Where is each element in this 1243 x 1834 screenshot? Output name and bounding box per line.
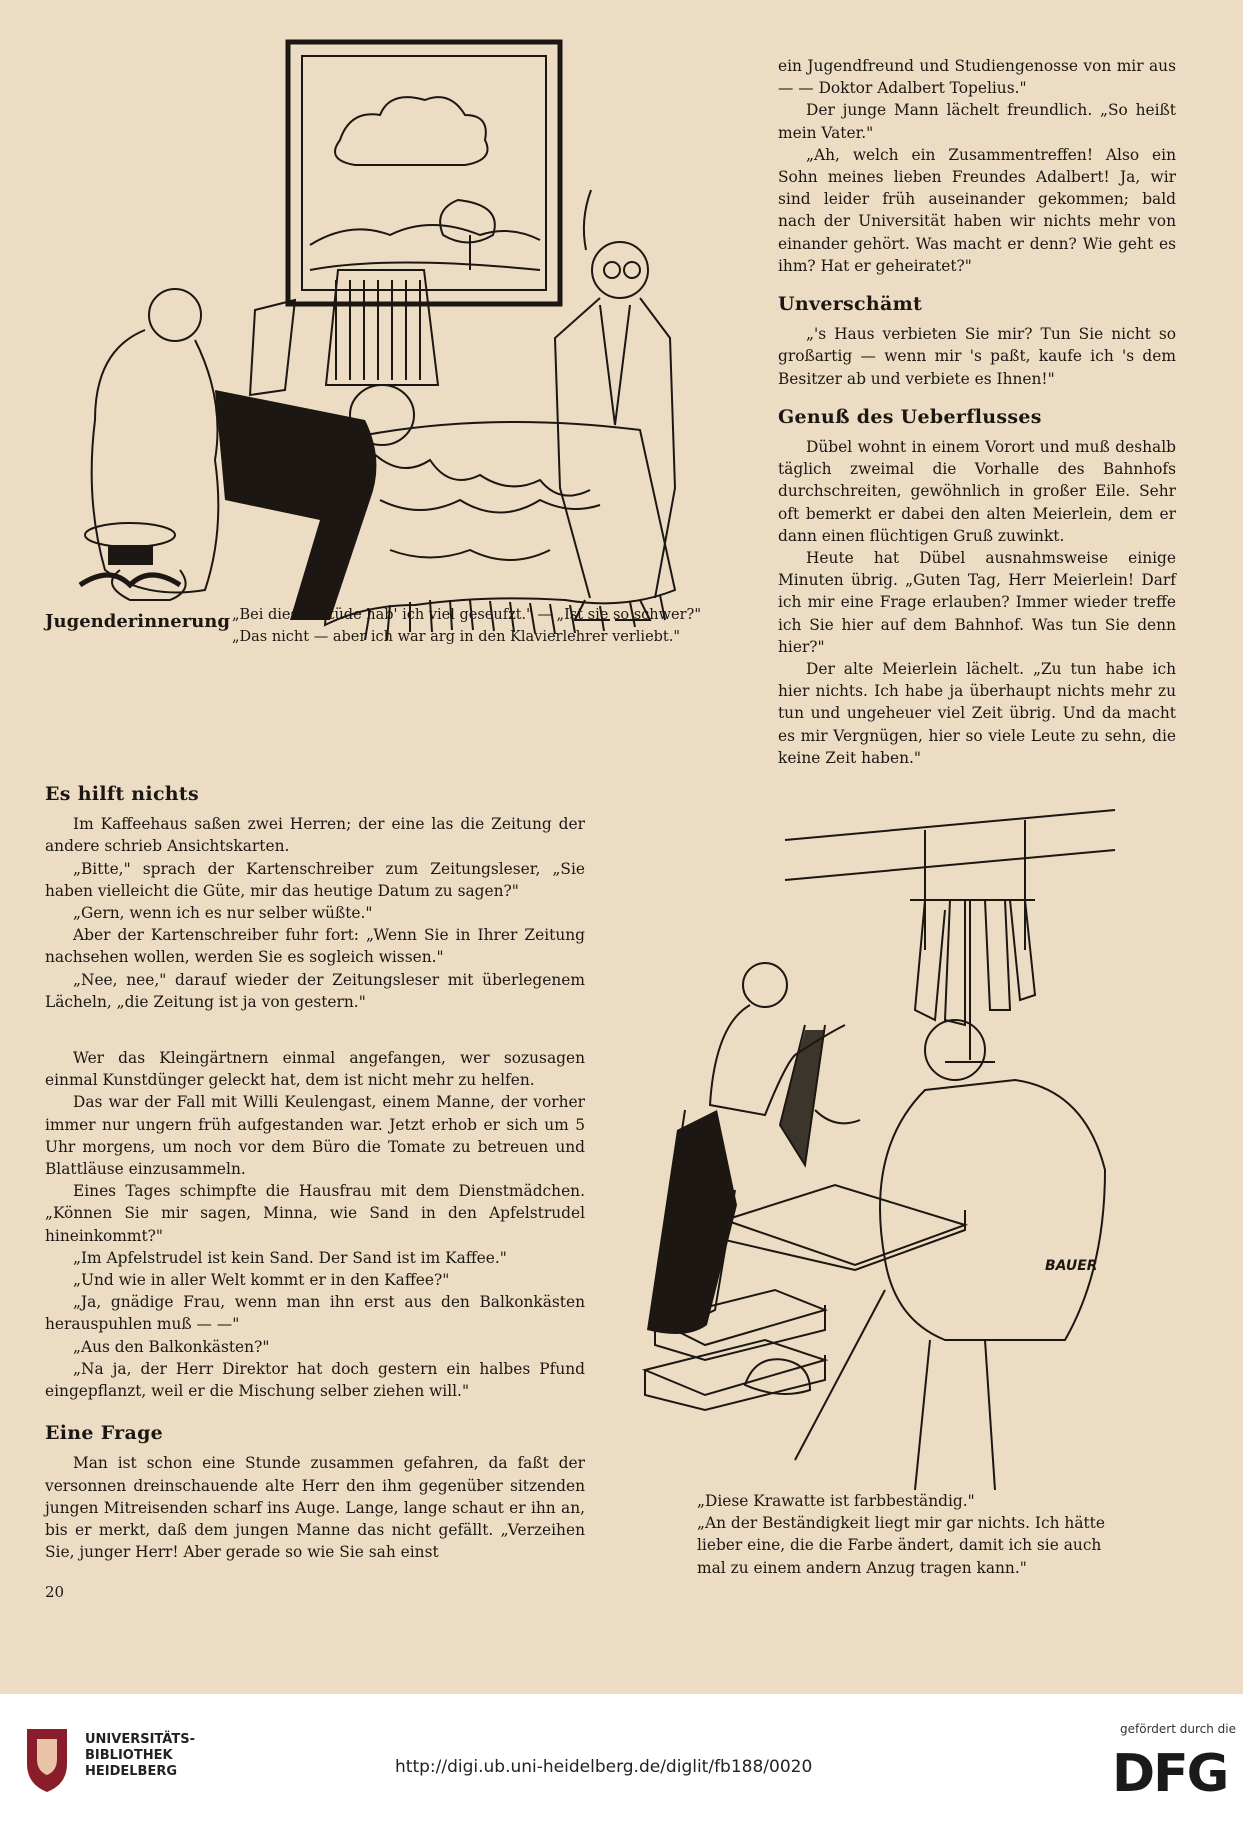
paragraph: Man ist schon eine Stunde zusammen gefahren, da faßt der versonnen dreinschauende alte Herr den ihm gegenüber sitzenden jungen Mitreisenden scharf ins Auge. Lange, lange schaut er ihn an, bis er merkt, daß dem jungen Manne das nicht gefällt. „Verzeihen Sie, junger Herr! Aber gerade so wie Sie sah einst — [45, 1454, 585, 1562]
heading-genuss-des-ueberflusses: Genuß des Ueberflusses — [778, 405, 1042, 428]
page-number: 20 — [45, 1583, 65, 1601]
paragraph: „Im Apfelstrudel ist kein Sand. Der Sand ist im Kaffee." — [73, 1248, 507, 1267]
paragraph: „Bitte," sprach der Kartenschreiber zum Zeitungsleser, „Sie haben vielleicht die Güte, mir das heutige Datum zu sagen?" — [45, 859, 585, 900]
caption-line: „An der Beständigkeit liegt mir gar nichts. Ich hätte lieber eine, die die Farbe ändert, damit ich sie auch mal zu einem andern Anzug tragen kann." — [697, 1514, 1105, 1577]
paragraph: Wer das Kleingärtnern einmal angefangen, wer sozusagen einmal Kunstdünger geleckt hat, dem ist nicht mehr zu helfen. — [45, 1049, 585, 1090]
footer-bar — [0, 1694, 1243, 1834]
paragraph: „Gern, wenn ich es nur selber wüßte." — [73, 904, 373, 923]
paragraph: „Nee, nee," darauf wieder der Zeitungsleser mit überlegenem Lächeln, „die Zeitung ist ja von gestern." — [45, 970, 585, 1011]
paragraph: Der junge Mann lächelt freundlich. „So heißt mein Vater." — [778, 101, 1176, 142]
caption-title-jugenderinnerung: Jugenderinnerung — [45, 611, 230, 632]
heading-eine-frage: Eine Frage — [45, 1422, 164, 1445]
piano-scene-illustration — [40, 30, 755, 695]
library-line: UNIVERSITÄTS- — [85, 1732, 195, 1747]
paragraph: Das war der Fall mit Willi Keulengast, einem Manne, der vorher immer nur ungern früh aufgestanden war. Jetzt erhob er sich um 5 Uhr morgens, um noch vor dem Büro die Tomate zu betreuen und Blattläuse einzusammeln. — [45, 1093, 585, 1179]
paragraph: Im Kaffeehaus saßen zwei Herren; der eine las die Zeitung der andere schrieb Ansichtskarten. — [45, 815, 585, 856]
heading-es-hilft-nichts: Es hilft nichts — [45, 783, 199, 805]
paragraph: „'s Haus verbieten Sie mir? Tun Sie nicht so großartig — wenn mir 's paßt, kaufe ich 's dem Besitzer ab und verbiete es Ihnen!" — [778, 325, 1176, 388]
paragraph: ein Jugendfreund und Studiengenosse von mir aus — — Doktor Adalbert Topelius." — [778, 57, 1176, 98]
paragraph: Heute hat Dübel ausnahmsweise einige Minuten übrig. „Guten Tag, Herr Meierlein! Darf ich mir eine Frage erlauben? Immer wieder treffe ich Sie hier auf dem Bahnhof. Was tun Sie denn hier?" — [778, 549, 1176, 656]
library-name — [85, 1732, 195, 1780]
paragraph: Dübel wohnt in einem Vorort und muß deshalb täglich zweimal die Vorhalle des Bahnhofs durchschreiten, gewöhnlich in großer Eile. Sehr oft bemerkt er dabei den alten Meierlein, dem er dann einen flüchtigen Gruß zuwinkt. — [778, 438, 1176, 545]
left-column — [45, 783, 585, 1564]
funding-text: gefördert durch die — [1120, 1722, 1236, 1736]
paragraph: Aber der Kartenschreiber fuhr fort: „Wenn Sie in Ihrer Zeitung nachsehen wollen, werden Sie es sogleich wissen." — [45, 926, 585, 967]
source-url-link[interactable]: http://digi.ub.uni-heidelberg.de/diglit/fb188/0020 — [395, 1757, 813, 1777]
heading-unverschaemt: Unverschämt — [778, 293, 923, 316]
paragraph: „Aus den Balkonkästen?" — [73, 1337, 270, 1356]
library-line: BIBLIOTHEK — [85, 1748, 173, 1763]
dfg-logo: DFG — [1112, 1744, 1228, 1804]
caption-line: „Diese Krawatte ist farbbeständig." — [697, 1492, 975, 1510]
paragraph: „Na ja, der Herr Direktor hat doch gestern ein halbes Pfund eingepflanzt, weil er die Mischung selber ziehen will." — [45, 1359, 585, 1401]
paragraph: Eines Tages schimpfte die Hausfrau mit dem Dienstmädchen. „Können Sie mir sagen, Minna, wie Sand in den Apfelstrudel hineinkommt?" — [45, 1182, 585, 1245]
right-column-top — [778, 55, 1176, 769]
paragraph: „Ah, welch ein Zusammentreffen! Also ein Sohn meines lieben Freundes Adalbert! Ja, wir sind leider früh auseinander gekommen; bald nach der Universität haben wir nichts mehr von einander gehört. Was macht er denn? Wie geht es ihm? Hat er geheiratet?" — [778, 145, 1176, 275]
caption-line: „Bei dieser Etüde hab' ich viel geseufzt." — „Ist sie so schwer?" — [232, 607, 701, 623]
artist-signature: BAUER — [1045, 1258, 1098, 1274]
paragraph: „Ja, gnädige Frau, wenn man ihn erst aus den Balkonkästen herauspuhlen muß — —" — [45, 1293, 585, 1334]
paragraph: „Und wie in aller Welt kommt er in den Kaffee?" — [73, 1271, 450, 1290]
paragraph: Der alte Meierlein lächelt. „Zu tun habe ich hier nichts. Ich habe ja überhaupt nichts mehr zu tun und ungeheuer viel Zeit übrig. Und da macht es mir Vergnügen, hier so viele Leute zu sehn, die keine Zeit haben." — [778, 660, 1176, 767]
library-line: HEIDELBERG — [85, 1764, 178, 1779]
caption-krawatte — [697, 1490, 1109, 1579]
caption-jugenderinnerung — [232, 604, 742, 648]
tie-shop-illustration — [625, 800, 1185, 1490]
caption-line: „Das nicht — aber ich war arg in den Klavierlehrer verliebt." — [232, 629, 681, 645]
university-crest-icon — [22, 1724, 72, 1794]
